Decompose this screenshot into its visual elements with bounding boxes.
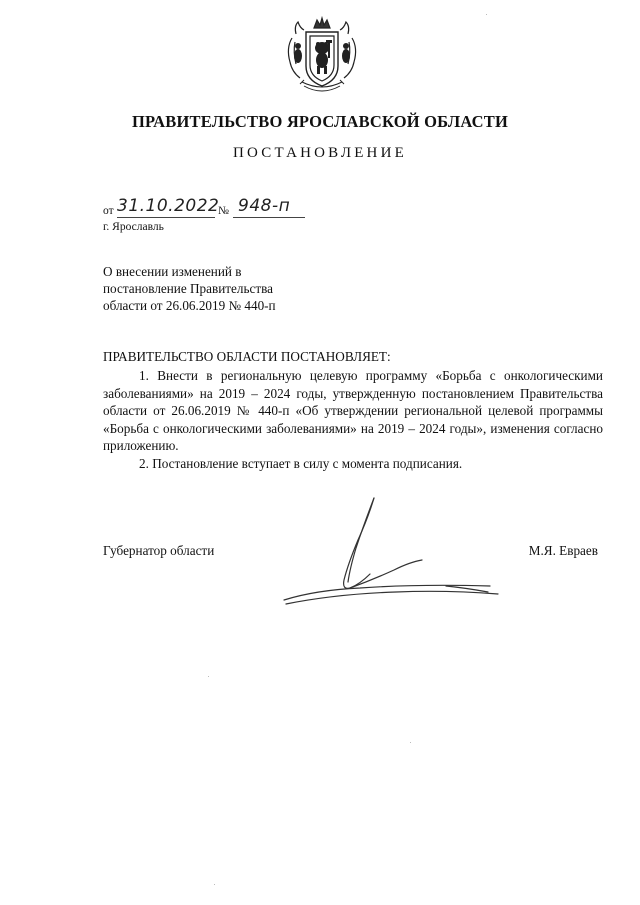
date-underline bbox=[117, 217, 215, 218]
body-text bbox=[103, 367, 603, 473]
subject-line: постановление Правительства bbox=[103, 281, 274, 296]
governor-name: М.Я. Евраев bbox=[528, 543, 598, 558]
date-number-line bbox=[103, 196, 333, 220]
handwritten-date: 31.10.2022 bbox=[117, 196, 220, 216]
date-prefix: от bbox=[103, 205, 114, 217]
scan-speck bbox=[410, 742, 411, 743]
document-type: ПОСТАНОВЛЕНИЕ bbox=[233, 145, 407, 161]
scan-speck bbox=[214, 884, 215, 885]
subject-line: области от 26.06.2019 № 440-п bbox=[103, 298, 276, 313]
subject-line: О внесении изменений в bbox=[103, 264, 242, 279]
scan-speck bbox=[486, 14, 487, 15]
coat-of-arms-icon bbox=[276, 12, 368, 98]
scan-speck bbox=[208, 676, 209, 677]
number-underline bbox=[233, 217, 305, 218]
subject-block bbox=[103, 263, 276, 314]
handwritten-signature bbox=[276, 488, 506, 620]
number-prefix: № bbox=[218, 205, 229, 217]
government-title: ПРАВИТЕЛЬСТВО ЯРОСЛАВСКОЙ ОБЛАСТИ bbox=[131, 112, 509, 131]
body-paragraph: 1. Внести в региональную целевую программу «Борьба с онкологическими заболеваниями» на 2019 – 2024 годы, утвержденную постановлением Правительства области от 26.06.2019 № 440-п «Об утверждении региональной целевой программы «Борьба с онкологическими заболеваниями» на 2019 – 2024 годы», изменения согласно приложению. bbox=[103, 368, 603, 454]
body-paragraph: 2. Постановление вступает в силу с момента подписания. bbox=[139, 455, 463, 471]
city: г. Ярославль bbox=[103, 221, 164, 233]
governor-position: Губернатор области bbox=[103, 543, 215, 558]
resolves-heading: ПРАВИТЕЛЬСТВО ОБЛАСТИ ПОСТАНОВЛЯЕТ: bbox=[103, 349, 391, 364]
handwritten-number: 948-п bbox=[238, 196, 291, 216]
